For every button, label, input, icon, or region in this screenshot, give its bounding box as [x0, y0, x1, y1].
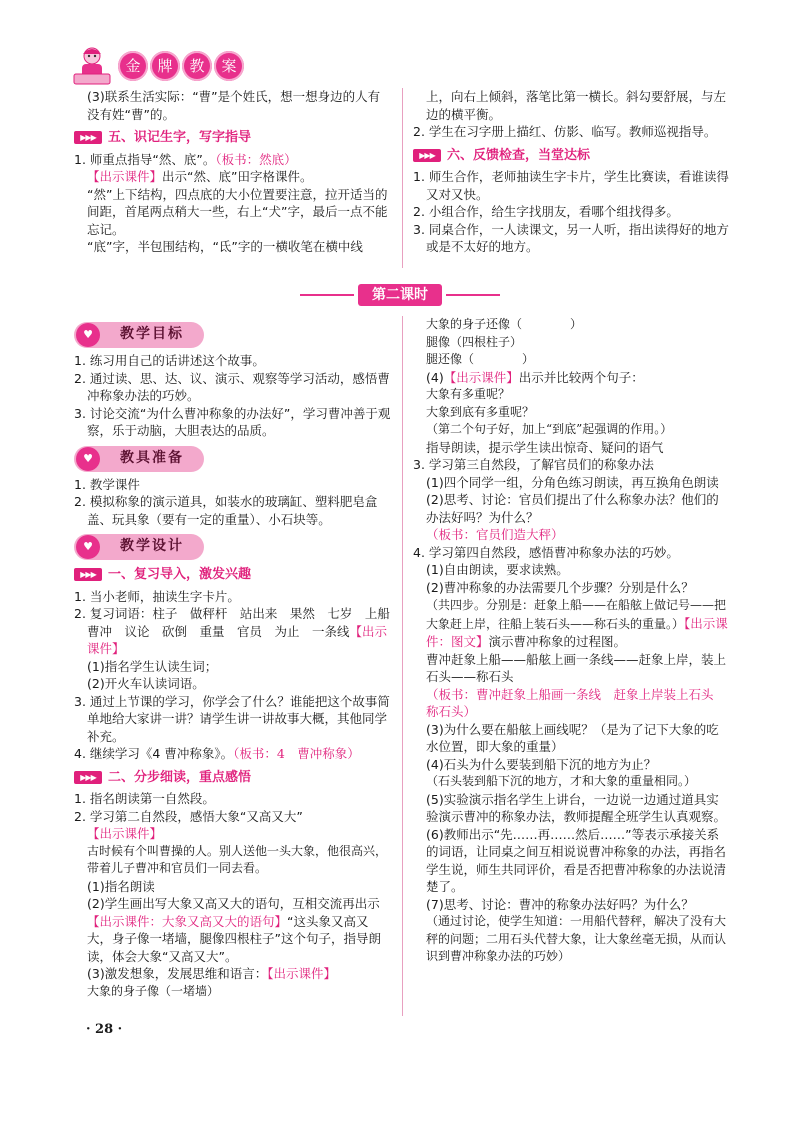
heart-icon: ♥ — [76, 535, 100, 559]
quote-text: 大象有多重呢？ — [426, 387, 511, 401]
title-rule — [300, 294, 354, 296]
arrow-icon: ▶▶▶ — [74, 568, 102, 581]
paragraph: 2. 复习词语：柱子 做秤杆 站出来 果然 七岁 上船 曹冲 议论 砍倒 重量 官员 为止 一条线 — [74, 606, 403, 639]
right-top-column — [413, 88, 731, 256]
paragraph: (1)指名朗读 — [87, 878, 155, 894]
column-divider — [402, 316, 403, 1016]
brand-title — [118, 51, 244, 81]
paragraph: 演示曹冲称象的过程图。 — [488, 634, 627, 649]
paragraph: “然”上下结构，四点底的大小位置要注意，拉开适当的间距，首尾两点稍大一些，右上“犬”字，最后一点不能忘记。 — [87, 186, 388, 237]
paragraph: (5)实验演示指名学生上讲台，一边说一边通过道具实验演示曹冲的称象办法，教师提醒全班学生认真观察。 — [426, 791, 727, 824]
courseware-tag: 【出示课件】 — [443, 369, 519, 385]
lesson-title — [300, 284, 500, 306]
board-note: （板书：4 曹冲称象） — [233, 746, 360, 761]
paragraph: 上，向右上倾斜，落笔比第一横长。斜勾要舒展，与左边的横平衡。 — [426, 89, 727, 122]
paragraph: 3. 通过上节课的学习，你学会了什么？谁能把这个故事简单地给大家讲一讲？请学生讲一讲故事大概，其他同学补充。 — [74, 693, 390, 744]
brand-char: 金 — [118, 51, 148, 81]
courseware-tag: 【出示课件：图文】 — [426, 615, 728, 649]
paragraph: 2. 学生在习字册上描红、仿影、临写。教师巡视指导。 — [413, 124, 717, 139]
column-divider — [402, 88, 403, 268]
paragraph: 曹冲赶象上船——船舷上画一条线——赶象上岸，装上石头——称石头 — [426, 651, 727, 684]
teacher-mascot-icon — [70, 44, 114, 88]
paragraph: (1)指名学生认读生词； — [87, 658, 218, 674]
paragraph: (1)四个同学一组，分角色练习朗读，再互换角色朗读 — [426, 474, 719, 490]
paragraph: (3)联系生活实际：“曹”是个姓氏，想一想身边的人有没有姓“曹”的。 — [87, 89, 381, 122]
header — [70, 44, 244, 88]
badge-teaching-goals: ♥ 教学目标 — [74, 322, 204, 348]
paragraph: 出示并比较两个句子： — [518, 369, 644, 385]
note-text: （共四步。分别是：赶象上船——在船舷上做记号——把大象赶上岸，往船上装石头——称石头的重量。） — [426, 598, 727, 631]
paragraph: (4)石头为什么要装到船下沉的地方为止？ — [426, 756, 657, 772]
paragraph: 1. 练习用自己的话讲述这个故事。 — [74, 353, 265, 368]
heart-icon: ♥ — [76, 447, 100, 471]
paragraph: (1)自由朗读，要求读熟。 — [426, 562, 569, 577]
paragraph: 3. 学习第三自然段，了解官员们的称象办法 — [413, 457, 654, 472]
section-heading-5: ▶▶▶ 五、识记生字，写字指导 — [74, 129, 392, 147]
note-text: （石头装到船下沉的地方，才和大象的重量相同。） — [426, 774, 697, 788]
heart-icon: ♥ — [76, 323, 100, 347]
paragraph: 1. 师重点指导“然、底”。 — [74, 151, 216, 167]
quote-text: 大象到底有多重呢？ — [426, 404, 535, 419]
paragraph: 3. 讨论交流“为什么曹冲称象的办法好”，学习曹冲善于观察，乐于动脑，大胆表达的品质。 — [74, 405, 391, 438]
paragraph: 1. 师生合作，老师抽读生字卡片，学生比赛读，看谁读得又对又快。 — [413, 169, 729, 202]
quote-text: 大象的身子还像（ ） — [426, 317, 583, 331]
quote-text: 腿像（四根柱子） — [426, 334, 523, 349]
left-top-column — [74, 88, 392, 256]
board-note: （板书：官员们造大秤） — [426, 527, 564, 542]
paragraph: “这头象又高又大，身子像一堵墙，腿像四根柱子”这个句子，指导朗读，体会大象“又高又大”。 — [87, 913, 381, 964]
paragraph: 2. 通过读、思、达、议、演示、观察等学习活动，感悟曹冲称象办法的巧妙。 — [74, 370, 390, 403]
quote-text: 古时候有个叫曹操的人。别人送他一头大象，他很高兴，带着儿子曹冲和官员们一同去看。 — [87, 843, 388, 875]
paragraph: 4. 继续学习《4 曹冲称象》。 — [74, 746, 234, 761]
paragraph: 2. 学习第二自然段，感悟大象“又高又大” — [74, 808, 303, 824]
paragraph: 出示“然、底”田字格课件。 — [162, 169, 313, 184]
paragraph: (7)思考、讨论：曹冲的称象办法好吗？为什么？ — [426, 896, 694, 912]
courseware-tag: 【出示课件】 — [267, 966, 336, 981]
note-text: （通过讨论，使学生知道：一用船代替秤，解决了没有大秤的问题；二用石头代替大象，让大象丝毫无损，从而认识到曹冲称象办法的巧妙） — [426, 914, 727, 963]
page-number: · 28 · — [86, 1022, 123, 1037]
lesson-title-text: 第二课时 — [358, 284, 442, 306]
paragraph: 4. 学习第四自然段，感悟曹冲称象办法的巧妙。 — [413, 544, 679, 560]
paragraph: 1. 指名朗读第一自然段。 — [74, 791, 215, 806]
courseware-tag: 【出示课件】 — [87, 169, 163, 184]
paragraph: (6)教师出示“先……再……然后……”等表示承接关系的词语，让同桌之间互相说说曹冲称象的办法，再指名学生说，师生共同评价，看是否把曹冲称象的办法说清楚了。 — [426, 826, 727, 894]
section-heading-6: ▶▶▶ 六、反馈检查，当堂达标 — [413, 147, 731, 165]
paragraph: “底”字，半包围结构，“氐”字的一横收笔在横中线 — [87, 239, 363, 254]
left-main-column — [74, 316, 403, 1000]
courseware-tag: 【出示课件】 — [87, 623, 388, 656]
paragraph: 指导朗读，提示学生读出惊奇、疑问的语气 — [426, 439, 664, 455]
right-main-column — [413, 316, 731, 966]
note-text: （第二个句子好，加上“到底”起强调的作用。） — [426, 422, 673, 436]
arrow-icon: ▶▶▶ — [413, 149, 441, 162]
courseware-tag: 【出示课件】 — [87, 826, 163, 841]
brand-char: 牌 — [150, 51, 180, 81]
paragraph: (2)曹冲称象的办法需要几个步骤？分别是什么？ — [426, 579, 694, 595]
badge-teaching-tools: ♥ 教具准备 — [74, 446, 204, 472]
brand-char: 案 — [214, 51, 244, 81]
paragraph: (3)为什么要在船舷上画线呢？（是为了记下大象的吃水位置，即大象的重量） — [426, 721, 719, 754]
paragraph: 2. 模拟称象的演示道具，如装水的玻璃缸、塑料肥皂盒盖、玩具象（要有一定的重量）、小石块等。 — [74, 494, 378, 527]
arrow-icon: ▶▶▶ — [74, 771, 102, 784]
board-note: （板书：然底） — [215, 151, 297, 167]
quote-text: 腿还像（ ） — [426, 352, 535, 366]
paragraph: 2. 小组合作，给生字找朋友，看哪个组找得多。 — [413, 204, 679, 219]
title-rule — [446, 294, 500, 296]
badge-teaching-design: ♥ 教学设计 — [74, 534, 204, 560]
paragraph: (3)激发想象，发展思维和语言： — [87, 966, 268, 981]
courseware-tag: 【出示课件：大象又高又大的语句】 — [87, 913, 288, 929]
paragraph: (2)开火车认读词语。 — [87, 676, 205, 691]
paragraph: 1. 教学课件 — [74, 476, 140, 492]
arrow-icon: ▶▶▶ — [74, 131, 102, 144]
paragraph: (4) — [426, 369, 444, 385]
paragraph: 3. 同桌合作，一人读课文，另一人听，指出读得好的地方或是不太好的地方。 — [413, 221, 729, 254]
brand-char: 教 — [182, 51, 212, 81]
paragraph: (2)学生画出写大象又高又大的语句，互相交流再出示 — [87, 896, 380, 911]
paragraph: 1. 当小老师，抽读生字卡片。 — [74, 588, 240, 604]
paragraph: (2)思考、讨论：官员们提出了什么称象办法？他们的办法好吗？为什么？ — [426, 492, 719, 525]
section-heading-2: ▶▶▶ 二、分步细读，重点感悟 — [74, 769, 392, 787]
section-heading-1: ▶▶▶ 一、复习导入，激发兴趣 — [74, 566, 392, 584]
quote-text: 大象的身子像（一堵墙） — [87, 983, 220, 998]
board-note: （板书：曹冲赶象上船画一条线 赶象上岸装上石头 称石头） — [426, 686, 727, 719]
